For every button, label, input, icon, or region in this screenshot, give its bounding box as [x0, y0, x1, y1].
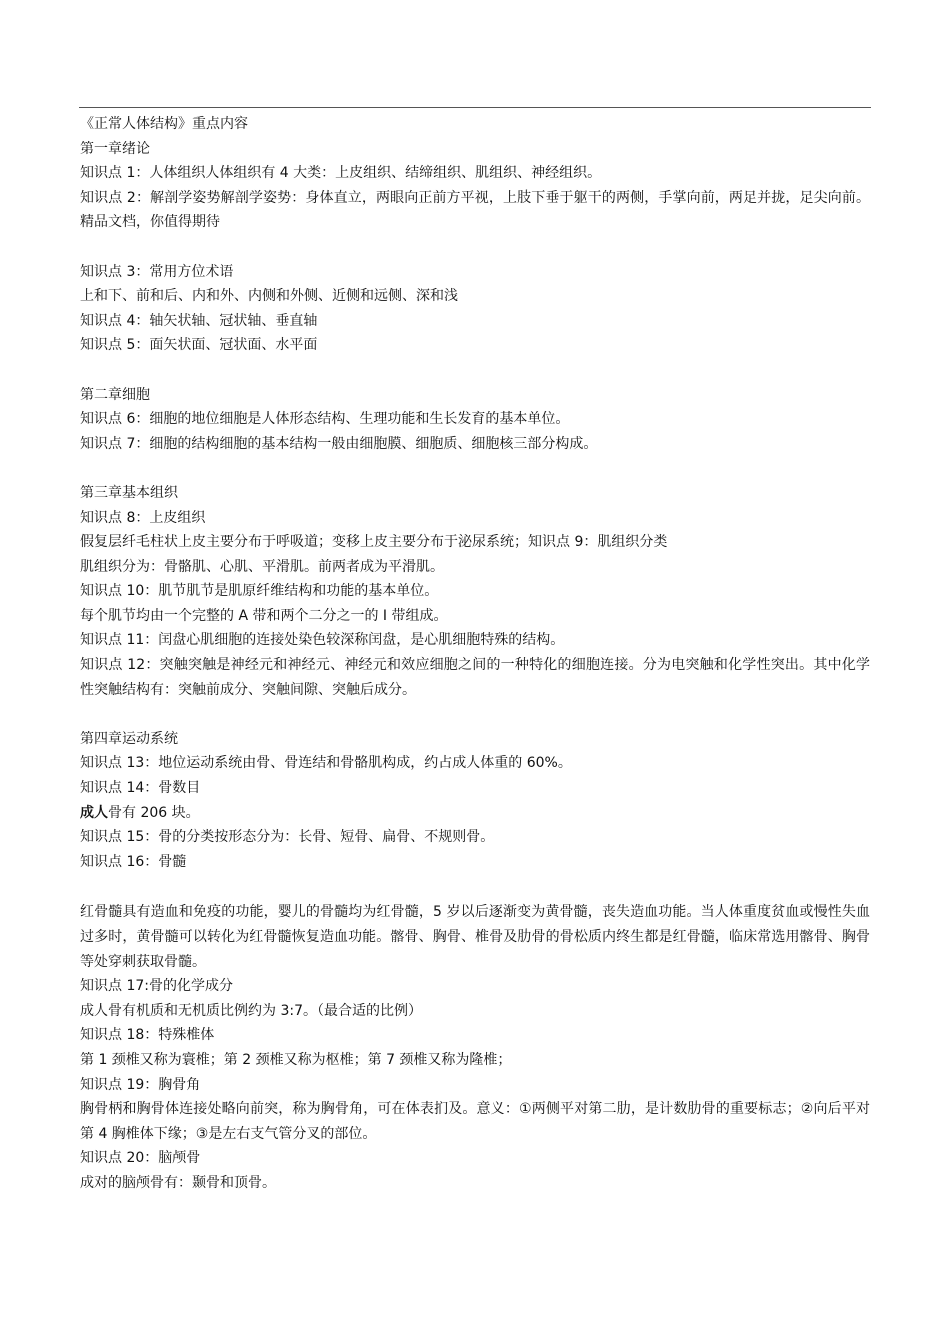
chapter-4-title: 第四章运动系统	[80, 730, 178, 747]
chapter-1-title: 第一章绪论	[80, 140, 150, 157]
knowledge-point-18-body: 第 1 颈椎又称为寰椎；第 2 颈椎又称为枢椎；第 7 颈椎又称为隆椎；	[80, 1051, 512, 1068]
knowledge-point-10: 知识点 10：肌节肌节是肌原纤维结构和功能的基本单位。	[80, 583, 439, 600]
document-title: 《正常人体结构》重点内容	[80, 116, 248, 132]
header-rule	[79, 107, 871, 108]
blank-line	[80, 358, 870, 383]
blank-line	[80, 702, 870, 727]
blank-line	[80, 456, 870, 481]
knowledge-point-16-body: 红骨髓具有造血和免疫的功能，婴儿的骨髓均为红骨髓，5 岁以后逐渐变为黄骨髓，丧失造血功能。当人体重度贫血或慢性失血过多时，黄骨髓可以转化为红骨髓恢复造血功能。髂骨、胸骨、椎骨及肋骨的骨松质内终生都是红骨髓，临床常选用髂骨、胸骨等处穿刺获取骨髓。	[80, 904, 870, 970]
chapter-2-title: 第二章细胞	[80, 386, 150, 403]
blank-line	[80, 874, 870, 900]
knowledge-point-18: 知识点 18：特殊椎体	[80, 1027, 215, 1044]
knowledge-point-20-body: 成对的脑颅骨有：颞骨和顶骨。	[80, 1174, 276, 1191]
knowledge-point-7: 知识点 7：细胞的结构细胞的基本结构一般由细胞膜、细胞质、细胞核三部分构成。	[80, 435, 598, 452]
knowledge-point-5: 知识点 5：面矢状面、冠状面、水平面	[80, 337, 318, 354]
knowledge-point-8-body: 假复层纤毛柱状上皮主要分布于呼吸道；变移上皮主要分布于泌尿系统；知识点 9：肌组织分类	[80, 534, 668, 551]
knowledge-point-13: 知识点 13：地位运动系统由骨、骨连结和骨骼肌构成，约占成人体重的 60%。	[80, 755, 572, 772]
knowledge-point-9-body: 肌组织分为：骨骼肌、心肌、平滑肌。前两者成为平滑肌。	[80, 558, 444, 575]
blank-line	[80, 235, 870, 260]
knowledge-point-3: 知识点 3：常用方位术语	[80, 263, 234, 280]
knowledge-point-19-body: 胸骨柄和胸骨体连接处略向前突，称为胸骨角，可在体表扪及。意义：①两侧平对第二肋，是计数肋骨的重要标志；②向后平对第 4 胸椎体下缘；③是左右支气管分叉的部位。	[80, 1101, 870, 1142]
knowledge-point-16: 知识点 16：骨髓	[80, 853, 187, 870]
knowledge-point-15: 知识点 15：骨的分类按形态分为：长骨、短骨、扁骨、不规则骨。	[80, 829, 495, 846]
bold-term: 成人	[80, 804, 108, 821]
knowledge-point-11: 知识点 11：闰盘心肌细胞的连接处染色较深称闰盘，是心肌细胞特殊的结构。	[80, 632, 565, 649]
knowledge-point-20: 知识点 20：脑颅骨	[80, 1150, 201, 1167]
knowledge-point-8: 知识点 8：上皮组织	[80, 509, 206, 526]
knowledge-point-14-body	[80, 801, 870, 826]
knowledge-point-4: 知识点 4：轴矢状轴、冠状轴、垂直轴	[80, 312, 318, 329]
knowledge-point-3-body: 上和下、前和后、内和外、内侧和外侧、近侧和远侧、深和浅	[80, 288, 458, 305]
knowledge-point-12: 知识点 12：突触突触是神经元和神经元、神经元和效应细胞之间的一种特化的细胞连接。分为电突触和化学性突出。其中化学性突触结构有：突触前成分、突触间隙、突触后成分。	[80, 657, 870, 698]
knowledge-point-14: 知识点 14：骨数目	[80, 780, 201, 797]
knowledge-point-6: 知识点 6：细胞的地位细胞是人体形态结构、生理功能和生长发育的基本单位。	[80, 411, 570, 428]
knowledge-point-14-rest: 骨有 206 块。	[108, 804, 200, 821]
knowledge-point-19: 知识点 19：胸骨角	[80, 1076, 201, 1093]
knowledge-point-17: 知识点 17:骨的化学成分	[80, 978, 233, 995]
document-body	[80, 112, 870, 1196]
chapter-3-title: 第三章基本组织	[80, 484, 178, 501]
knowledge-point-2: 知识点 2：解剖学姿势解剖学姿势：身体直立，两眼向正前方平视，上肢下垂于躯干的两侧，手掌向前，两足并拢，足尖向前。精品文档，你值得期待	[80, 189, 870, 231]
knowledge-point-1: 知识点 1：人体组织人体组织有 4 大类：上皮组织、结缔组织、肌组织、神经组织。	[80, 165, 602, 182]
knowledge-point-17-body: 成人骨有机质和无机质比例约为 3:7。（最合适的比例）	[80, 1002, 422, 1019]
knowledge-point-10-body: 每个肌节均由一个完整的 A 带和两个二分之一的 I 带组成。	[80, 607, 448, 624]
